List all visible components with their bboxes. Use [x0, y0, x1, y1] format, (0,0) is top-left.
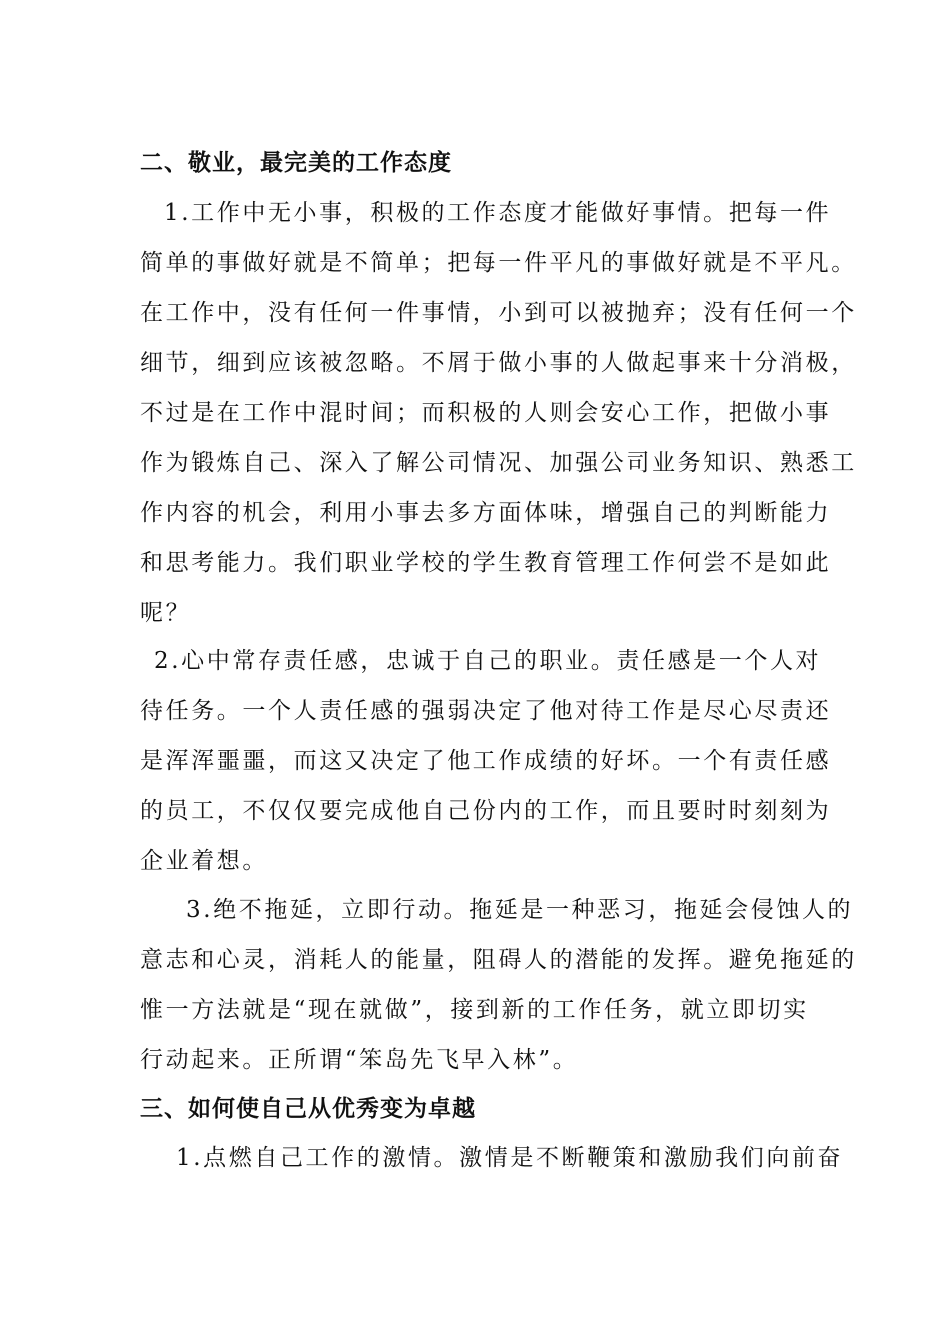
paragraph-line: 1.点燃自己工作的激情。激情是不断鞭策和激励我们向前奋: [176, 1145, 844, 1171]
paragraph-line: 待任务。一个人责任感的强弱决定了他对待工作是尽心尽责还: [140, 698, 832, 724]
paragraph-line: 意志和心灵，消耗人的能量，阻碍人的潜能的发挥。避免拖延的: [140, 947, 857, 973]
paragraph-line: 作内容的机会，利用小事去多方面体味，增强自己的判断能力: [140, 500, 832, 526]
paragraph-3: [140, 885, 857, 1085]
section-heading-3: 三、如何使自己从优秀变为卓越: [140, 1096, 476, 1122]
paragraph-2: [140, 636, 840, 886]
paragraph-1: [140, 188, 857, 638]
paragraph-line: 简单的事做好就是不简单；把每一件平凡的事做好就是不平凡。: [140, 250, 857, 276]
paragraph-4: [140, 1133, 844, 1183]
paragraph-line: 和思考能力。我们职业学校的学生教育管理工作何尝不是如此: [140, 550, 832, 576]
paragraph-line: 作为锻炼自己、深入了解公司情况、加强公司业务知识、熟悉工: [140, 450, 857, 476]
section-heading-2: 二、敬业，最完美的工作态度: [140, 150, 452, 176]
paragraph-line: 不过是在工作中混时间；而积极的人则会安心工作，把做小事: [140, 400, 832, 426]
paragraph-line: 在工作中，没有任何一件事情，小到可以被抛弃；没有任何一个: [140, 300, 857, 326]
paragraph-line: 细节，细到应该被忽略。不屑于做小事的人做起事来十分消极，: [140, 350, 857, 376]
paragraph-line: 惟一方法就是“现在就做”，接到新的工作任务，就立即切实: [140, 997, 809, 1023]
paragraph-line: 行动起来。正所谓“笨岛先飞早入林”。: [140, 1047, 579, 1073]
paragraph-line: 企业着想。: [140, 848, 268, 874]
paragraph-line: 的员工，不仅仅要完成他自己份内的工作，而且要时时刻刻为: [140, 798, 832, 824]
paragraph-line: 是浑浑噩噩，而这又决定了他工作成绩的好坏。一个有责任感: [140, 748, 832, 774]
paragraph-line: 3.绝不拖延，立即行动。拖延是一种恶习，拖延会侵蚀人的: [186, 897, 854, 923]
paragraph-line: 呢？: [140, 600, 192, 626]
paragraph-line: 2.心中常存责任感，忠诚于自己的职业。责任感是一个人对: [154, 648, 822, 674]
paragraph-line: 1.工作中无小事，积极的工作态度才能做好事情。把每一件: [164, 200, 832, 226]
